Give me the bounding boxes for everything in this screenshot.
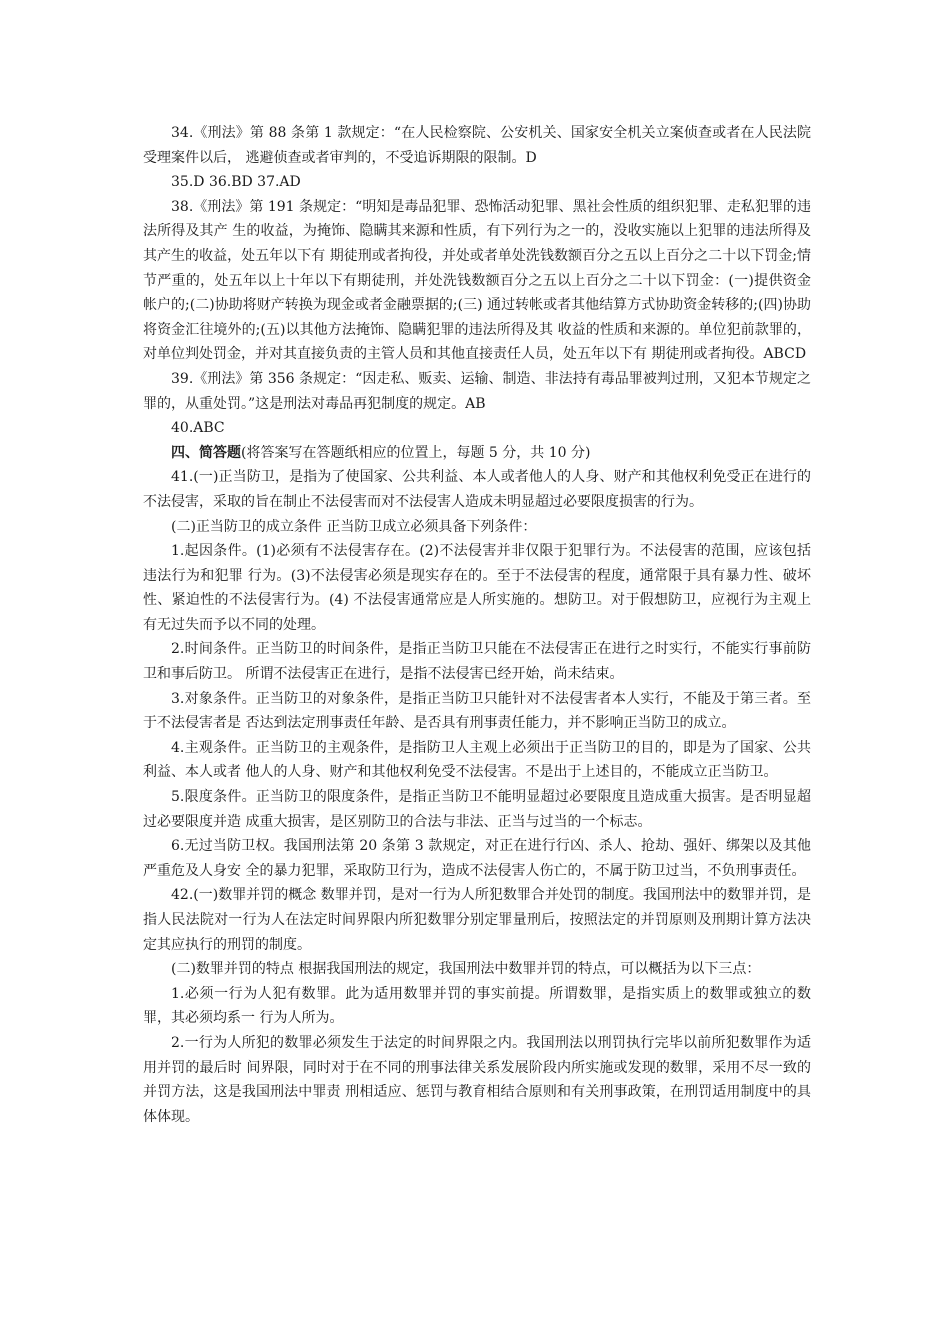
answer-34: 34.《刑法》第 88 条第 1 款规定：“在人民检察院、公安机关、国家安全机关立案侦查或者在人民法院受理案件以后， 逃避侦查或者审判的，不受追诉期限的限制。D (143, 125, 811, 166)
answer-39: 39.《刑法》第 356 条规定：“因走私、贩卖、运输、制造、非法持有毒品罪被判过刑，又犯本节规定之罪的，从重处罚。”这是刑法对毒品再犯制度的规定。AB (143, 370, 811, 412)
answer-40: 40.ABC (171, 420, 225, 437)
document-page (143, 121, 811, 1129)
answer-41-conditions-intro: (二)正当防卫的成立条件 正当防卫成立必须具备下列条件： (171, 518, 537, 535)
condition-1: 1.起因条件。(1)必须有不法侵害存在。(2)不法侵害并非仅限于犯罪行为。不法侵害的范围，应该包括违法行为和犯罪 行为。(3)不法侵害必须是现实存在的。至于不法侵害的程度，通常限于具有暴力性、破坏性、紧迫性的不法侵害行为。(4) 不法侵害通常应是人所实施的。想防卫。对于假想防卫，应视行为主观上有无过失而予以不同的处理。 (143, 543, 811, 633)
answers-35-37: 35.D 36.BD 37.AD (171, 174, 301, 191)
section-heading-note: (将答案写在答题纸相应的位置上，每题 5 分，共 10 分) (241, 444, 591, 461)
feature-1: 1.必须一行为人犯有数罪。此为适用数罪并罚的事实前提。所谓数罪，是指实质上的数罪或独立的数罪，其必须均系一 行为人所为。 (143, 985, 811, 1027)
answer-42-concept: 42.(一)数罪并罚的概念 数罪并罚，是对一行为人所犯数罪合并处罚的制度。我国刑法中的数罪并罚，是指人民法院对一行为人在法定时间界限内所犯数罪分别定罪量刑后，按照法定的并罚原则及刑期计算方法决定其应执行的刑罚的制度。 (143, 887, 811, 953)
feature-2: 2.一行为人所犯的数罪必须发生于法定的时间界限之内。我国刑法以刑罚执行完毕以前所犯数罪作为适用并罚的最后时 间界限，同时对于在不同的刑事法律关系发展阶段内所实施或发现的数罪，采用不尽一致的并罚方法，这是我国刑法中罪责 刑相适应、惩罚与教育相结合原则和有关刑事政策，在刑罚适用制度中的具体体现。 (143, 1034, 811, 1125)
condition-4: 4.主观条件。正当防卫的主观条件，是指防卫人主观上必须出于正当防卫的目的，即是为了国家、公共利益、本人或者 他人的人身、财产和其他权利免受不法侵害。不是出于上述目的，不能成立正当防卫。 (143, 739, 811, 781)
condition-5: 5.限度条件。正当防卫的限度条件，是指正当防卫不能明显超过必要限度且造成重大损害。是否明显超过必要限度并造 成重大损害，是区别防卫的合法与非法、正当与过当的一个标志。 (143, 789, 811, 830)
answer-38: 38.《刑法》第 191 条规定：“明知是毒品犯罪、恐怖活动犯罪、黑社会性质的组织犯罪、走私犯罪的违法所得及其产 生的收益，为掩饰、隐瞒其来源和性质，有下列行为之一的，没收实施以上犯罪的违法所得及其产生的收益，处五年以下有 期徒刑或者拘役，并处或者单处洗钱数额百分之五以上百分之二十以下罚金;情节严重的，处五年以上十年以下有期徒刑，并处洗钱数额百分之五以上百分之二十以下罚金：(一)提供资金帐户的;(二)协助将财产转换为现金或者金融票据的;(三) 通过转帐或者其他结算方式协助资金转移的;(四)协助将资金汇往境外的;(五)以其他方法掩饰、隐瞒犯罪的违法所得及其 收益的性质和来源的。单位犯前款罪的，对单位判处罚金，并对其直接负责的主管人员和其他直接责任人员，处五年以下有 期徒刑或者拘役。ABCD (143, 198, 811, 363)
condition-3: 3.对象条件。正当防卫的对象条件，是指正当防卫只能针对不法侵害者本人实行，不能及于第三者。至于不法侵害者是 否达到法定刑事责任年龄、是否具有刑事责任能力，并不影响正当防卫的成立。 (143, 690, 811, 732)
section-heading-title: 四、简答题 (171, 444, 241, 461)
condition-2: 2.时间条件。正当防卫的时间条件，是指正当防卫只能在不法侵害正在进行之时实行，不能实行事前防卫和事后防卫。 所谓不法侵害正在进行，是指不法侵害已经开始，尚未结束。 (143, 641, 811, 683)
answer-42-features-intro: (二)数罪并罚的特点 根据我国刑法的规定，我国刑法中数罪并罚的特点，可以概括为以下三点： (171, 961, 761, 978)
section-heading (143, 441, 811, 466)
answer-41-definition: 41.(一)正当防卫，是指为了使国家、公共利益、本人或者他人的人身、财产和其他权利免受正在进行的不法侵害，采取的旨在制止不法侵害而对不法侵害人造成未明显超过必要限度损害的行为。 (143, 469, 811, 510)
condition-6: 6.无过当防卫权。我国刑法第 20 条第 3 款规定，对正在进行行凶、杀人、抢劫、强奸、绑架以及其他严重危及人身安 全的暴力犯罪，采取防卫行为，造成不法侵害人伤亡的，不属于防卫过当，不负刑事责任。 (143, 838, 811, 879)
